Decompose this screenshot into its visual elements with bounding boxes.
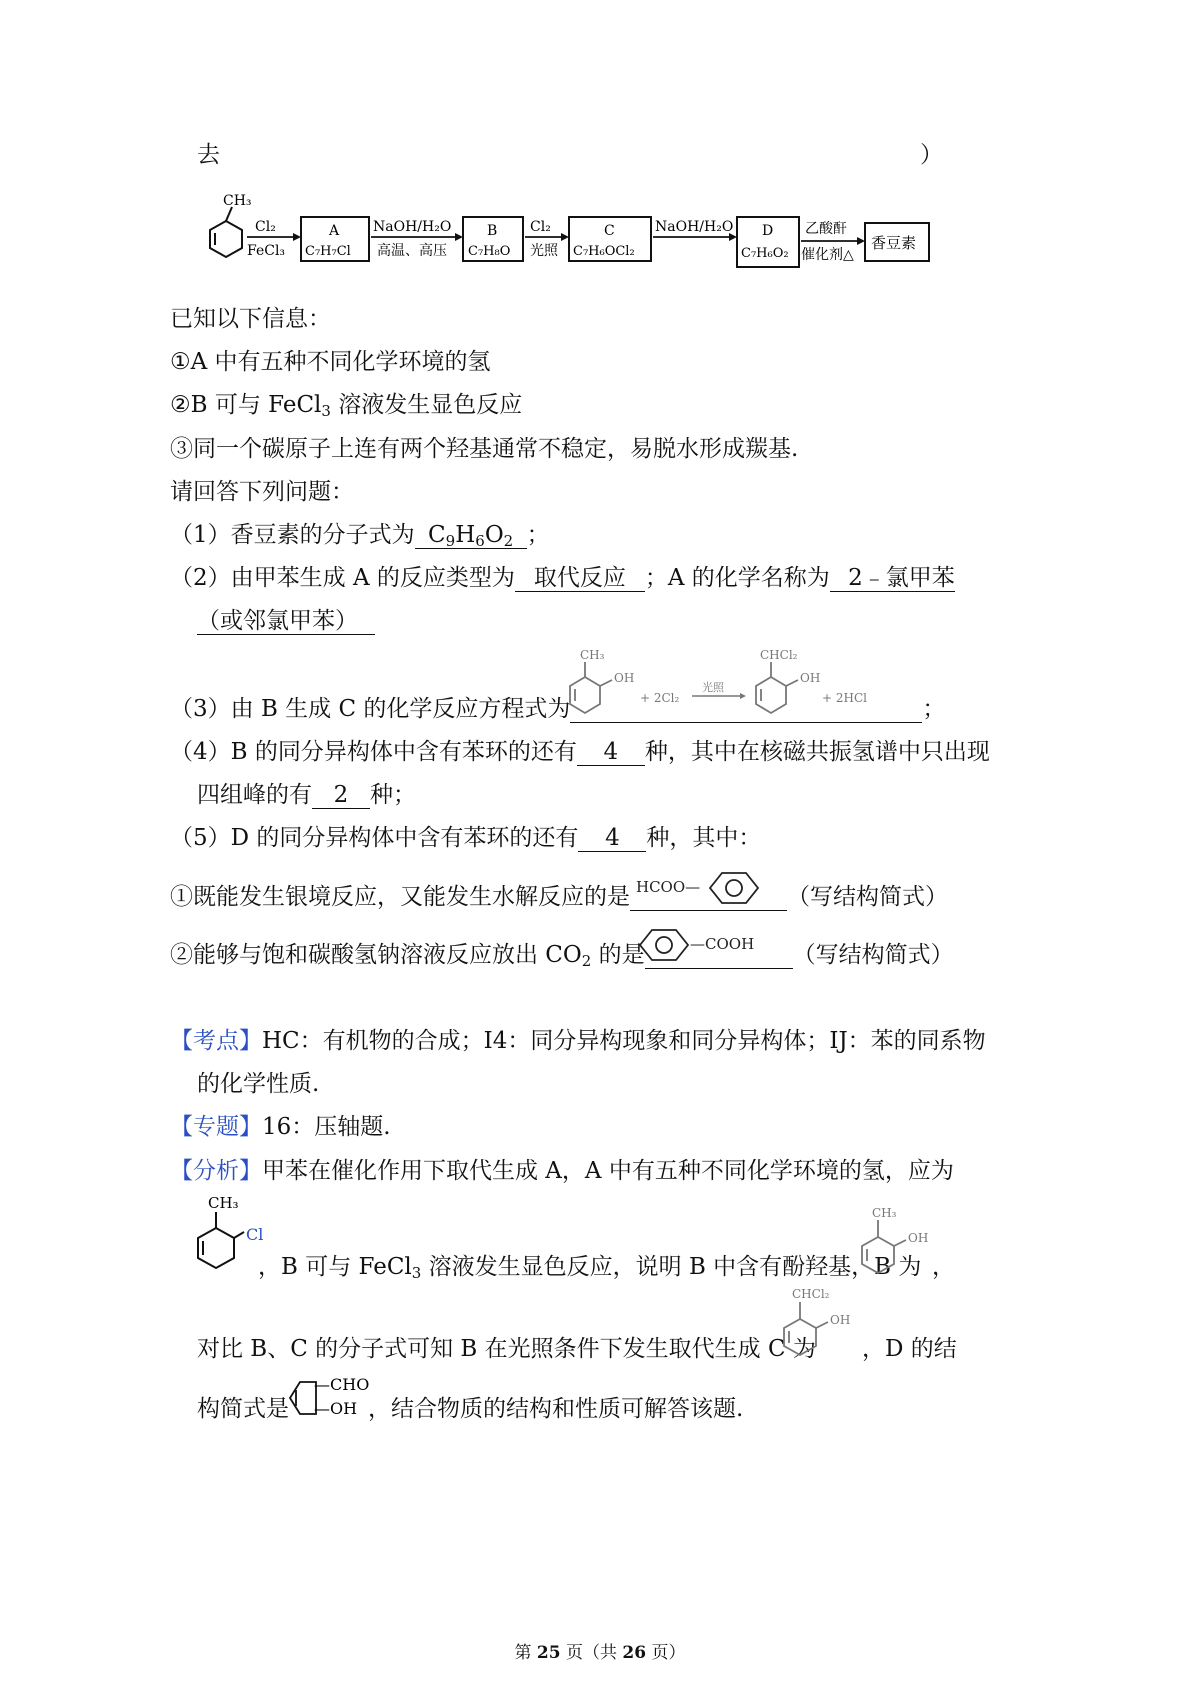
question-4-cont: 四组峰的有 2 种； [197,782,416,808]
toluene-ch3: CH₃ [223,193,252,209]
q5-2-structure [628,925,778,965]
questions-title: 请回答下列问题： [170,479,354,505]
mol-C-chcl2: CHCl₂ [792,1287,830,1301]
box-B-label: B [487,223,498,239]
q4-answer-1: 4 [577,739,645,766]
q3-product-oh: OH [800,671,821,685]
mol-A-ch3: CH₃ [208,1194,239,1212]
q3-reactant-oh: OH [614,671,635,685]
q5-1-hcoo: HCOO— [636,878,701,896]
box-C-formula: C₇H₆OCl₂ [573,244,635,259]
zhuanti-tag: 【专题】 [170,1114,262,1140]
arrow1-top: Cl₂ [255,219,276,235]
closing-paren: ） [920,142,943,168]
q3-plus-cl2: + 2Cl₂ [640,691,680,705]
box-A-label: A [329,223,340,239]
fenxi-tag: 【分析】 [170,1158,262,1184]
q2-answer-1: 取代反应 [515,565,645,592]
q5-answer: 4 [578,825,646,852]
product-name: 香豆素 [871,234,917,252]
fenxi-line-2: ，B 可与 FeCl$_3$ 溶液发生显色反应，说明 B 中含有酚羟基，B 为 [258,1254,922,1282]
fenxi-line-4-end: ，结合物质的结构和性质可解答该题. [368,1396,744,1422]
q3-product-chcl2: CHCl₂ [760,648,798,662]
question-2-cont [197,606,375,636]
question-5: （5）D 的同分异构体中含有苯环的还有 4 种，其中： [170,825,762,851]
q3-reactant-ch3: CH₃ [580,648,605,662]
molecule-D [284,1368,380,1426]
fenxi: 【分析】甲苯在催化作用下取代生成 A，A 中有五种不同化学环境的氢，应为 [170,1158,954,1184]
page-number: 25 [536,1643,561,1663]
fenxi-line-4-start: 构简式是 [197,1396,289,1422]
question-4: （4）B 的同分异构体中含有苯环的还有 4 种，其中在核磁共振氢谱中只出现 [170,739,990,765]
known-item-2: ②B 可与 FeCl$_3$ 溶液发生显色反应 [170,392,523,420]
page-total: 26 [622,1643,647,1663]
question-3: （3）由 B 生成 C 的化学反应方程式为 ； [170,696,946,722]
question-5-1: ①既能发生银境反应，又能发生水解反应的是 （写结构简式） [170,884,948,910]
arrow2-top: NaOH/H₂O [373,219,452,235]
toluene-structure [210,207,242,257]
known-item-1: ①A 中有五种不同化学环境的氢 [170,349,491,375]
q2-answer-2: 2﹣氯甲苯 [830,565,955,592]
mol-D-oh: —OH [314,1399,358,1418]
arrow3-bottom: 光照 [530,243,558,259]
q3-condition: 光照 [702,681,724,694]
known-title: 已知以下信息： [170,306,331,332]
arrow3-top: Cl₂ [530,219,551,235]
box-B-formula: C₇H₈O [468,244,511,259]
q3-plus-hcl: + 2HCl [822,691,867,705]
box-D-formula: C₇H₆O₂ [741,246,789,261]
mol-B-ch3: CH₃ [872,1206,897,1220]
arrow4-top: NaOH/H₂O [655,219,734,235]
fenxi-line-3: 对比 B、C 的分子式可知 B 在光照条件下发生取代生成 C 为 [197,1336,816,1362]
kaodian: 【考点】HC：有机物的合成；I4：同分异构现象和同分异构体；IJ：苯的同系物 [170,1028,986,1054]
arrow2-bottom: 高温、高压 [377,243,447,259]
mol-C-oh: OH [830,1313,851,1327]
q5-2-cooh: —COOH [690,935,755,953]
box-A-formula: C₇H₇Cl [305,244,351,259]
q1-answer: $C_9H_6O_2$ [415,522,527,549]
box-D-label: D [762,223,774,239]
fenxi-line-3-end: ，D 的结 [862,1336,957,1362]
question-2: （2）由甲苯生成 A 的反应类型为 取代反应 ；A 的化学名称为 2﹣氯甲苯 [170,565,955,591]
known-item-3: ③同一个碳原子上连有两个羟基通常不稳定，易脱水形成羰基. [170,436,799,462]
q4-answer-2: 2 [312,782,370,809]
question-5-2: ②能够与饱和碳酸氢钠溶液反应放出 $CO_2$ 的是 （写结构简式） [170,942,954,970]
zhuanti: 【专题】16：压轴题. [170,1114,391,1140]
mol-D-cho: —CHO [314,1375,370,1394]
q3-equation [560,646,890,718]
kaodian-cont: 的化学性质. [197,1071,320,1097]
q2-answer-2-cont: （或邻氯甲苯） [197,608,375,635]
box-C-label: C [604,223,615,239]
molecule-C [776,1282,866,1366]
fenxi-line-2-end: ， [932,1254,955,1280]
page-footer: 第 25 页（共 26 页） [514,1643,686,1663]
q5-1-structure [622,868,778,908]
mol-A-cl: Cl [246,1225,264,1244]
mol-B-oh: OH [908,1231,929,1245]
kaodian-tag: 【考点】 [170,1028,262,1054]
molecule-B [854,1202,934,1282]
reaction-scheme [185,185,945,280]
continued-text: 去 [197,142,220,168]
arrow1-bottom: FeCl₃ [247,243,286,259]
arrow5-top: 乙酸酐 [805,221,847,237]
question-1: （1）香豆素的分子式为 $C_9H_6O_2$ ； [170,522,550,550]
arrow5-bottom: 催化剂△ [801,247,854,263]
